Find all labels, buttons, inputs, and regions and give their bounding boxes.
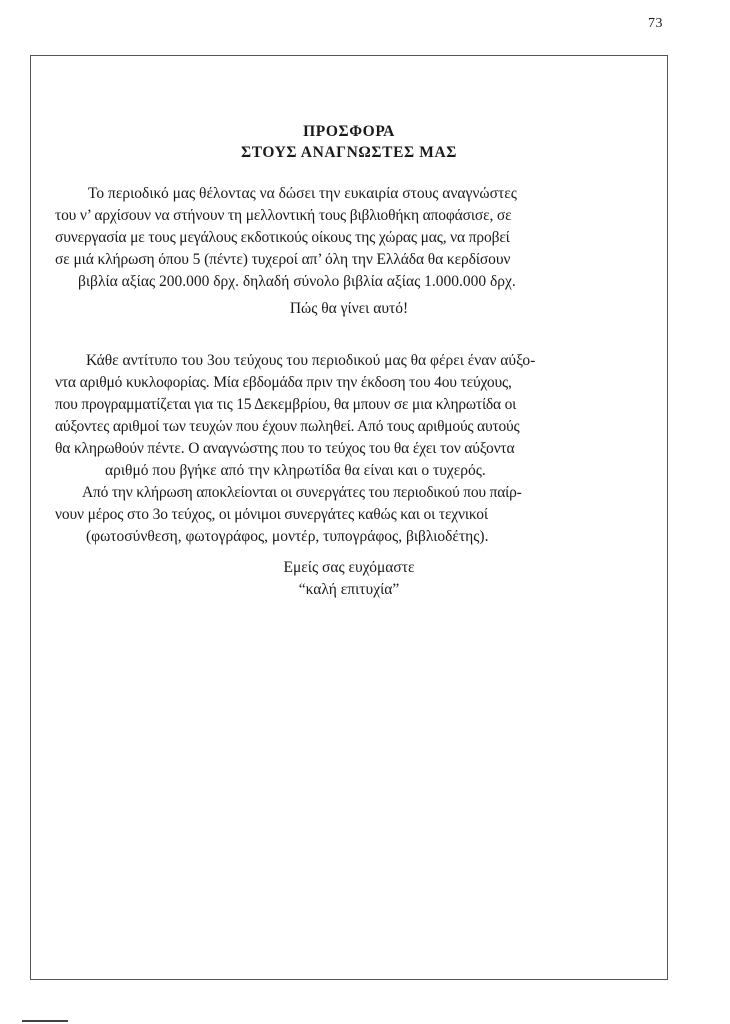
closing-line-1: Εμείς σας ευχόμαστε xyxy=(283,559,415,576)
paragraph3-line-2: νουν μέρος στο 3ο τεύχος, οι μόνιμοι συνεργάτες καθώς και οι τεχνικοί xyxy=(55,506,488,523)
paragraph2-line-4: αύξοντες αριθμοί των τευχών που έχουν πωληθεί. Από τους αριθμούς αυτούς xyxy=(55,418,520,435)
closing-line-2: “καλή επιτυχία” xyxy=(298,581,400,598)
paragraph2-line-3: που προγραμματίζεται για τις 15 Δεκεμβρίου, θα μπουν σε μια κληρωτίδα οι xyxy=(55,396,517,413)
paragraph2-line-2: ντα αριθμό κυκλοφορίας. Μία εβδομάδα πριν την έκδοση του 4ου τεύχους, xyxy=(55,374,512,391)
heading-line-1: ΠΡΟΣΦΟΡΑ xyxy=(303,123,395,140)
paragraph1-line-5: βιβλία αξίας 200.000 δρχ. δηλαδή σύνολο βιβλία αξίας 1.000.000 δρχ. xyxy=(78,273,516,290)
paragraph2-line-5: θα κληρωθούν πέντε. Ο αναγνώστης που το τεύχος του θα έχει τον αύξοντα xyxy=(55,440,515,457)
question-line: Πώς θα γίνει αυτό! xyxy=(289,300,409,317)
page-number: 73 xyxy=(648,16,663,31)
bottom-rule xyxy=(22,1020,68,1022)
paragraph1-line-1: Το περιοδικό μας θέλοντας να δώσει την ευκαιρία στους αναγνώστες xyxy=(88,185,517,202)
paragraph1-line-2: του ν’ αρχίσουν να στήνουν τη μελλοντική τους βιβλιοθήκη αποφάσισε, σε xyxy=(55,207,512,224)
paragraph1-line-3: συνεργασία με τους μεγάλους εκδοτικούς οίκους της χώρας μας, να προβεί xyxy=(55,229,510,246)
paragraph2-line-6: αριθμό που βγήκε από την κληρωτίδα θα είναι και ο τυχερός. xyxy=(105,462,486,479)
paragraph2-line-1: Κάθε αντίτυπο του 3ου τεύχους του περιοδικού μας θα φέρει έναν αύξο- xyxy=(86,352,536,369)
heading-line-2: ΣΤΟΥΣ ΑΝΑΓΝΩΣΤΕΣ ΜΑΣ xyxy=(240,144,458,161)
paragraph3-line-1: Από την κλήρωση αποκλείονται οι συνεργάτες του περιοδικού που παίρ- xyxy=(82,484,522,501)
paragraph1-line-4: σε μιά κλήρωση όπου 5 (πέντε) τυχεροί απ’ όλη την Ελλάδα θα κερδίσουν xyxy=(55,251,511,268)
paragraph3-line-3: (φωτοσύνθεση, φωτογράφος, μοντέρ, τυπογράφος, βιβλιοδέτης). xyxy=(86,528,489,545)
